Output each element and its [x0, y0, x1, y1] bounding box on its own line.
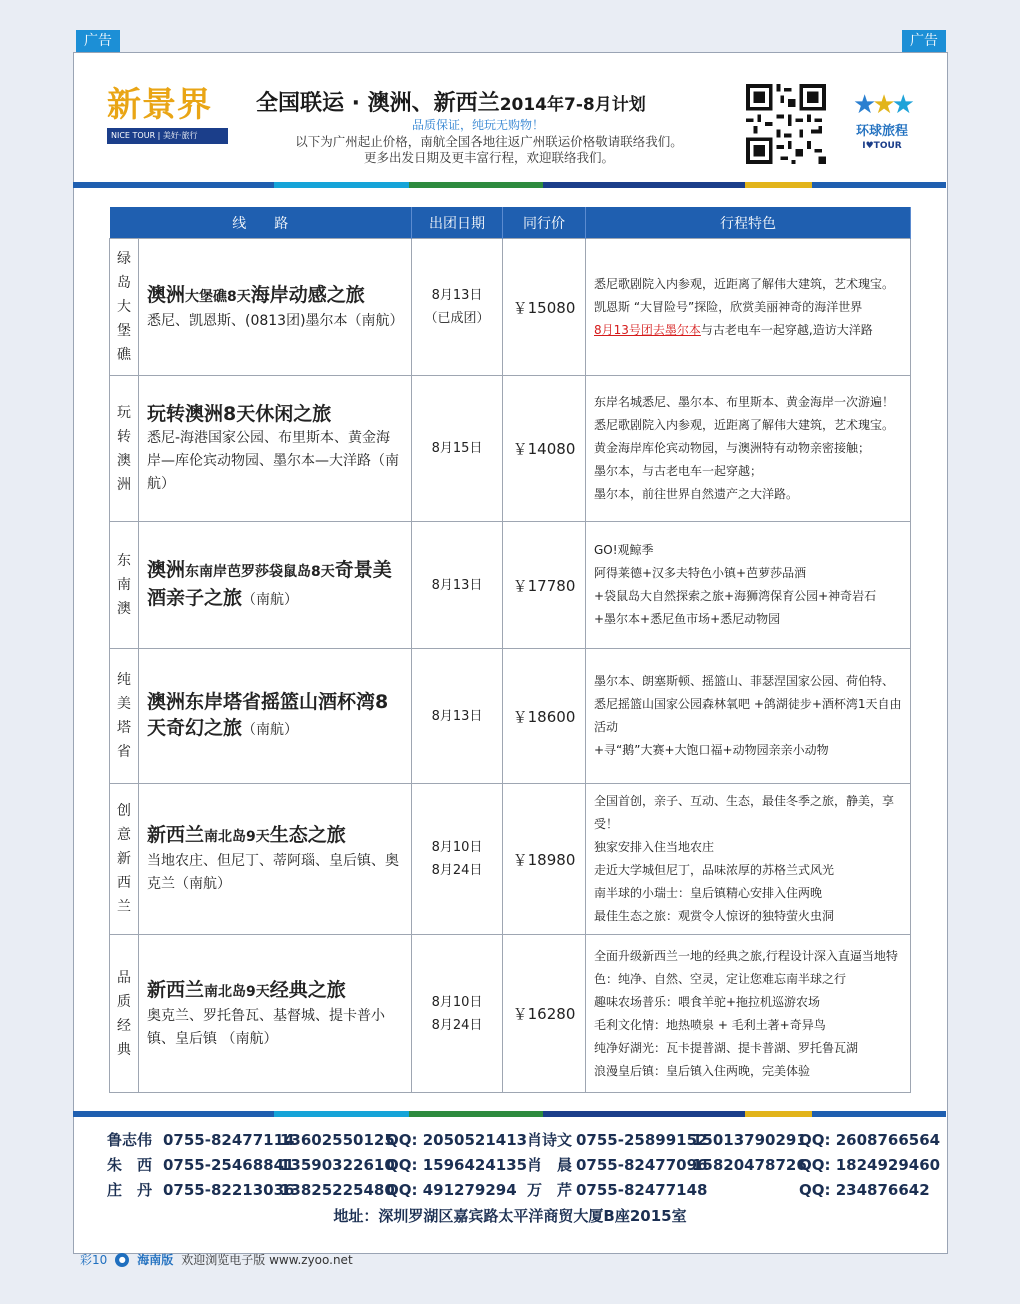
color-stripe-top — [73, 182, 946, 188]
contact-qq: QQ: 491279294 — [386, 1181, 517, 1199]
date-cell: 8月15日 — [412, 376, 503, 522]
date-cell: 8月13日 （已成团） — [412, 239, 503, 376]
route-cell — [139, 522, 412, 649]
row-tag: 品质经典 — [110, 935, 139, 1093]
brand-logo-left — [107, 86, 232, 158]
brand-logo-right — [846, 86, 918, 158]
table-row — [110, 935, 911, 1093]
route-desc: 悉尼-海港国家公园、布里斯本、黄金海岸—库伦宾动物园、墨尔本—大洋路（南航） — [147, 430, 399, 492]
features-cell: 悉尼歌剧院入内参观，近距离了解伟大建筑，艺术瑰宝。 凯恩斯 “大冒险号”探险，欣赏美丽神奇的海洋世界 8月13号团去墨尔本与古老电车一起穿越,造访大洋路 — [586, 239, 911, 376]
contact-name: 朱 西 — [107, 1156, 153, 1174]
route-title: 新西兰南北岛9天生态之旅 — [147, 824, 346, 846]
table-row — [110, 239, 911, 376]
route-cell — [139, 935, 412, 1093]
contact-phone: 0755-82477148 — [576, 1181, 708, 1199]
contact-name: 肖诗文 — [527, 1131, 573, 1149]
contact-qq: QQ: 1596424135 — [386, 1156, 528, 1174]
row-tag: 东南澳 — [110, 522, 139, 649]
table-row — [110, 522, 911, 649]
brand-name: 新景界 — [107, 85, 212, 125]
route-title: 澳洲东南岸芭罗莎袋鼠岛8天奇景美酒亲子之旅（南航） — [147, 559, 392, 609]
brand-right-name: 环球旅程 — [855, 124, 908, 139]
features-cell: 全面升级新西兰一地的经典之旅,行程设计深入直逼当地特色：纯净、自然、空灵，定让您难忘南半球之行 趣味农场普乐：喂食羊驼+拖拉机巡游农场 毛利文化情：地热喷泉 + 毛利土著+奇异鸟 纯净好湖光：瓦卡提普湖、提卡普湖、罗托鲁瓦湖 浪漫皇后镇：皇后镇入住两晚，完美体验 — [586, 935, 911, 1093]
price-cell: ￥16280 — [503, 935, 586, 1093]
route-cell — [139, 649, 412, 784]
routes-table — [109, 207, 911, 1093]
contact-qq: QQ: 1824929460 — [799, 1156, 941, 1174]
route-desc: 奥克兰、罗托鲁瓦、基督城、提卡普小镇、皇后镇 （南航） — [147, 1007, 385, 1047]
headline — [256, 86, 646, 117]
header-date: 出团日期 — [412, 207, 503, 239]
intro-line-1: 以下为广州起止价格，南航全国各地往返广州联运价格敬请联络我们。 — [295, 134, 683, 149]
route-desc: 当地农庄、但尼丁、蒂阿瑙、皇后镇、奥克兰（南航） — [147, 853, 399, 892]
date-cell: 8月13日 — [412, 522, 503, 649]
brand-right-subtitle: I♥TOUR — [862, 141, 902, 151]
price-cell: ￥17780 — [503, 522, 586, 649]
contact-qq: QQ: 2050521413 — [386, 1131, 528, 1149]
contact-qq: QQ: 2608766564 — [799, 1131, 941, 1149]
date-cell: 8月13日 — [412, 649, 503, 784]
edition-dot-icon: ● — [115, 1253, 129, 1267]
ad-label-left: 广告 — [76, 30, 120, 52]
row-tag: 玩转澳洲 — [110, 376, 139, 522]
price-cell: ￥18980 — [503, 784, 586, 935]
date-cell: 8月10日 8月24日 — [412, 935, 503, 1093]
page-footer — [80, 1251, 353, 1268]
footer-link-text[interactable]: 欢迎浏览电子版 www.zyoo.net — [181, 1253, 353, 1267]
color-stripe-bottom — [73, 1111, 946, 1117]
route-title: 玩转澳洲8天休闲之旅 — [147, 403, 332, 425]
date-cell: 8月10日 8月24日 — [412, 784, 503, 935]
contact-mobile: 15820478726 — [692, 1156, 807, 1174]
intro-text — [264, 134, 714, 166]
contact-qq: QQ: 234876642 — [799, 1181, 930, 1199]
contact-name: 万 芹 — [527, 1181, 573, 1199]
contact-phone: 0755-25468841 — [163, 1156, 295, 1174]
route-title: 澳洲东岸塔省摇篮山酒杯湾8天奇幻之旅（南航） — [147, 691, 389, 739]
route-title: 澳洲大堡礁8天海岸动感之旅 — [147, 283, 365, 306]
header-features: 行程特色 — [586, 207, 911, 239]
row-tag: 纯美塔省 — [110, 649, 139, 784]
row-tag: 创意新西兰 — [110, 784, 139, 935]
contact-name: 庄 丹 — [107, 1181, 153, 1199]
contact-phone: 0755-25899152 — [576, 1131, 708, 1149]
ad-label-right: 广告 — [902, 30, 946, 52]
route-desc: 悉尼、凯恩斯、(0813团)墨尔本（南航） — [147, 312, 404, 329]
headline-title: 全国联运 · 澳洲、新西兰 — [256, 91, 500, 116]
contact-phone: 0755-82477114 — [163, 1131, 295, 1149]
price-cell: ￥14080 — [503, 376, 586, 522]
brand-subtitle: NICE TOUR | 美好·旅行 — [107, 128, 228, 144]
table-row — [110, 649, 911, 784]
contact-mobile: 13825225480 — [280, 1181, 395, 1199]
price-cell: ￥15080 — [503, 239, 586, 376]
price-cell: ￥18600 — [503, 649, 586, 784]
page-number: 彩10 — [80, 1253, 108, 1267]
features-cell: GO!观鲸季 阿得莱德+汉多夫特色小镇+芭萝莎品酒 +袋鼠岛大自然探索之旅+海狮湾保育公园+神奇岩石 +墨尔本+悉尼鱼市场+悉尼动物园 — [586, 522, 911, 649]
route-cell — [139, 784, 412, 935]
contact-name: 鲁志伟 — [107, 1131, 153, 1149]
contact-name: 肖 晨 — [527, 1156, 573, 1174]
intro-line-2: 更多出发日期及更丰富行程，欢迎联络我们。 — [363, 150, 614, 165]
contact-mobile: 15013790291 — [692, 1131, 807, 1149]
stars-icon: ★★★ — [853, 90, 911, 120]
features-cell: 东岸名城悉尼、墨尔本、布里斯本、黄金海岸一次游遍！ 悉尼歌剧院入内参观，近距离了解伟大建筑，艺术瑰宝。 黄金海岸库伦宾动物园，与澳洲特有动物亲密接触； 墨尔本，与古老电车一起穿越； 墨尔本，前往世界自然遗产之大洋路。 — [586, 376, 911, 522]
table-row — [110, 784, 911, 935]
contact-phone: 0755-82477096 — [576, 1156, 708, 1174]
route-title: 新西兰南北岛9天经典之旅 — [147, 978, 346, 1001]
highlight-link[interactable]: 8月13号团去墨尔本 — [594, 322, 701, 337]
route-cell — [139, 376, 412, 522]
qr-code-icon[interactable] — [746, 84, 826, 164]
features-cell: 墨尔本、朗塞斯顿、摇篮山、菲瑟涅国家公园、荷伯特、悉尼摇篮山国家公园森林氧吧 +鸽湖徒步+酒杯湾1天自由活动 +寻“鹅”大赛+大饱口福+动物园亲亲小动物 — [586, 649, 911, 784]
route-cell — [139, 239, 412, 376]
contact-phone: 0755-82213036 — [163, 1181, 295, 1199]
tagline: 品质保证，纯玩无购物！ — [412, 118, 545, 132]
address: 地址：深圳罗湖区嘉宾路太平洋商贸大厦B座2015室 — [333, 1207, 687, 1225]
headline-year: 2014年7-8月计划 — [499, 95, 646, 115]
edition-name: 海南版 — [137, 1253, 174, 1267]
table-header-row — [110, 207, 911, 239]
row-tag: 绿岛大堡礁 — [110, 239, 139, 376]
header-price: 同行价 — [503, 207, 586, 239]
header-route: 线 路 — [110, 207, 412, 239]
contact-mobile: 13590322610 — [280, 1156, 395, 1174]
table-row — [110, 376, 911, 522]
features-cell: 全国首创，亲子、互动、生态，最佳冬季之旅，静美，享受！ 独家安排入住当地农庄 走近大学城但尼丁，品味浓厚的苏格兰式风光 南半球的小瑞士：皇后镇精心安排入住两晚 最佳生态之旅：观赏令人惊讶的独特萤火虫洞 — [586, 784, 911, 935]
contact-mobile: 13602550125 — [280, 1131, 395, 1149]
